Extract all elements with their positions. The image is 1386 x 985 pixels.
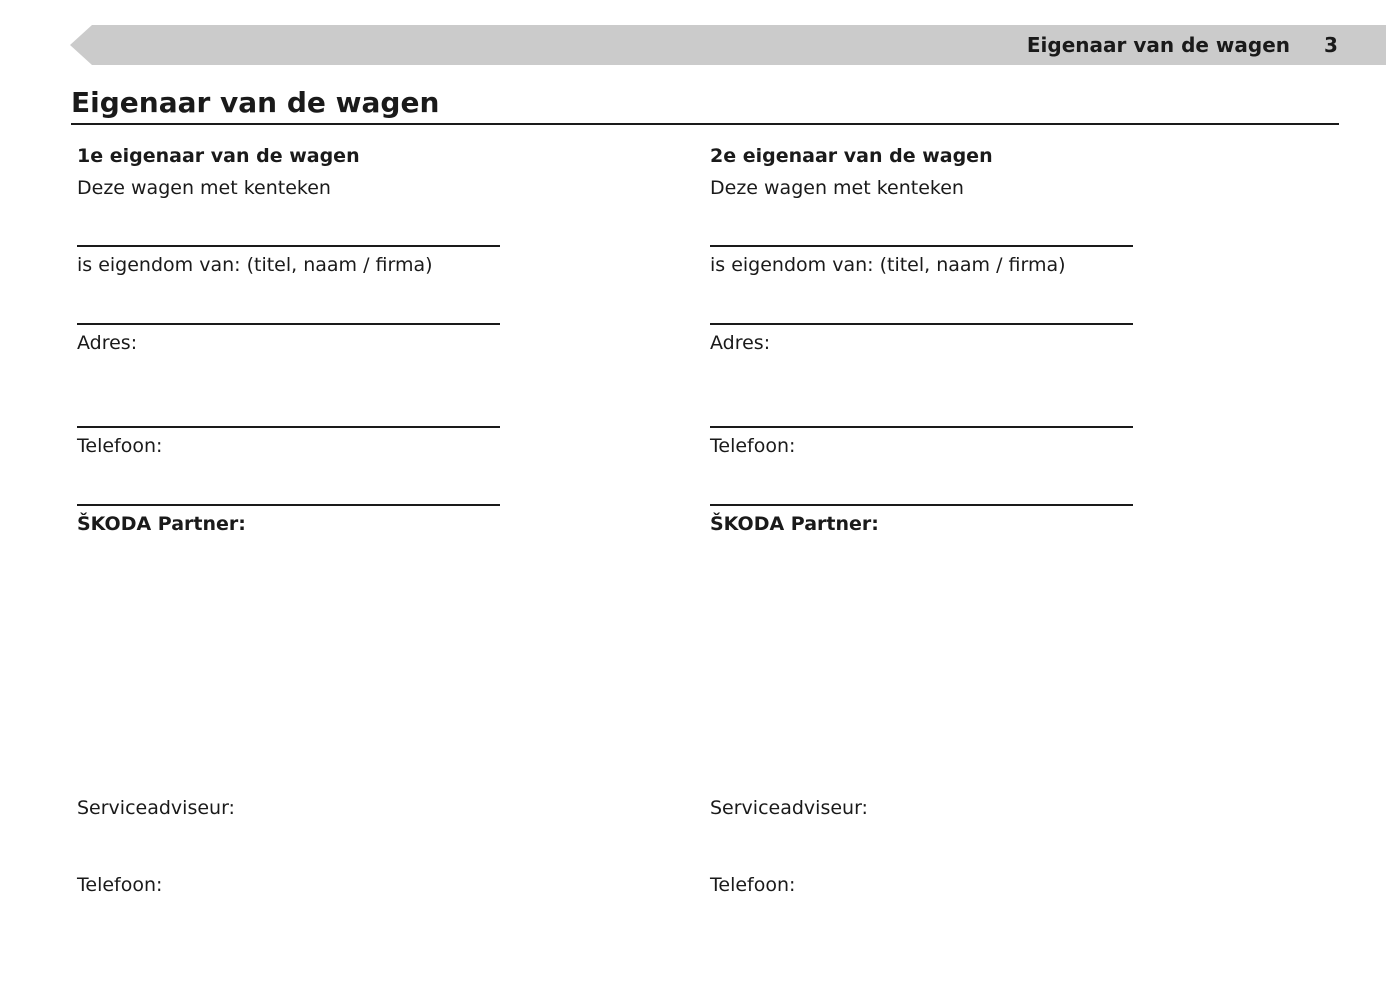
plate-label: Deze wagen met kenteken	[77, 177, 331, 199]
skoda-partner-label: ŠKODA Partner:	[710, 513, 879, 535]
service-advisor-label: Serviceadviseur:	[710, 797, 868, 819]
owner-1-form	[77, 0, 677, 985]
plate-label: Deze wagen met kenteken	[710, 177, 964, 199]
owner-name-blank-line[interactable]	[710, 323, 1133, 325]
owner-heading: 1e eigenaar van de wagen	[77, 145, 360, 167]
phone-label: Telefoon:	[710, 435, 796, 457]
page-title: Eigenaar van de wagen	[71, 86, 440, 119]
header-section-title: Eigenaar van de wagen	[1026, 33, 1290, 57]
owned-by-label: is eigendom van: (titel, naam / firma)	[77, 254, 433, 276]
address-label: Adres:	[77, 332, 138, 354]
address-label: Adres:	[710, 332, 771, 354]
plate-blank-line[interactable]	[710, 245, 1133, 247]
phone-blank-line[interactable]	[77, 504, 500, 506]
advisor-phone-label: Telefoon:	[710, 874, 796, 896]
owner-heading: 2e eigenaar van de wagen	[710, 145, 993, 167]
advisor-phone-label: Telefoon:	[77, 874, 163, 896]
address-blank-line[interactable]	[77, 426, 500, 428]
owner-name-blank-line[interactable]	[77, 323, 500, 325]
page-number: 3	[1324, 33, 1338, 57]
owner-2-form	[710, 0, 1310, 985]
service-advisor-label: Serviceadviseur:	[77, 797, 235, 819]
phone-label: Telefoon:	[77, 435, 163, 457]
plate-blank-line[interactable]	[77, 245, 500, 247]
owned-by-label: is eigendom van: (titel, naam / firma)	[710, 254, 1066, 276]
skoda-partner-label: ŠKODA Partner:	[77, 513, 246, 535]
address-blank-line[interactable]	[710, 426, 1133, 428]
phone-blank-line[interactable]	[710, 504, 1133, 506]
